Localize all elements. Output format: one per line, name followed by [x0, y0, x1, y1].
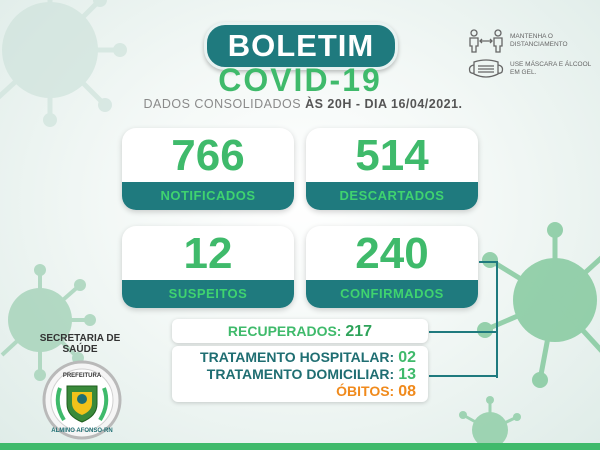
- mask-icon: [466, 56, 506, 82]
- suspeitos-label: SUSPEITOS: [122, 280, 294, 308]
- recuperados-label: RECUPERADOS:: [227, 323, 342, 339]
- confirmados-value: 240: [355, 229, 429, 278]
- hospitalar-row: [200, 349, 416, 367]
- domiciliar-row: [207, 366, 416, 384]
- domiciliar-label: TRATAMENTO DOMICILIAR:: [206, 366, 395, 382]
- tip-mask: [466, 56, 600, 82]
- tip-distancing-text: MANTENHA O DISTANCIAMENTO: [510, 33, 568, 48]
- confirmados-label: CONFIRMADOS: [306, 280, 478, 308]
- prefeitura-seal-logo: [40, 358, 124, 442]
- bottom-bar: [0, 443, 600, 450]
- descartados-value: 514: [355, 131, 429, 180]
- hospitalar-label: TRATAMENTO HOSPITALAR:: [200, 349, 395, 365]
- detail-box: [172, 346, 428, 402]
- hospitalar-value: 02: [398, 349, 416, 366]
- obitos-label: ÓBITOS:: [336, 383, 395, 399]
- dados-prefix: DADOS CONSOLIDADOS: [143, 97, 302, 111]
- virus-decoration-top-left: [0, 0, 150, 140]
- distancing-icon: [466, 28, 506, 54]
- obitos-row: [336, 383, 416, 401]
- card-notificados: [122, 128, 294, 210]
- tip-distancing: [466, 28, 600, 54]
- seal-bottom-text: ALMINO AFONSO-RN: [51, 428, 113, 434]
- tip-mask-text: USE MÁSCARA E ÁLCOOL EM GEL.: [510, 61, 592, 76]
- notificados-label: NOTIFICADOS: [122, 182, 294, 210]
- obitos-value: 08: [398, 383, 416, 400]
- seal-top-text: PREFEITURA: [62, 373, 102, 379]
- dados-time: ÀS 20H - DIA 16/04/2021.: [305, 97, 463, 111]
- recuperados-value: 217: [345, 323, 373, 340]
- covid-subtitle: COVID-19: [218, 62, 382, 98]
- card-suspeitos: [122, 226, 294, 308]
- virus-decoration-bottom: [455, 395, 525, 450]
- confirmados-connector: [425, 258, 505, 388]
- domiciliar-value: 13: [398, 366, 416, 383]
- descartados-label: DESCARTADOS: [306, 182, 478, 210]
- dados-consolidados: [118, 97, 488, 111]
- notificados-value: 766: [171, 131, 245, 180]
- recuperados-box: [172, 319, 428, 343]
- card-descartados: [306, 128, 478, 210]
- boletim-title: BOLETIM: [204, 22, 398, 70]
- suspeitos-value: 12: [183, 229, 233, 278]
- secretaria-label: SECRETARIA DE SAÚDE: [39, 333, 121, 355]
